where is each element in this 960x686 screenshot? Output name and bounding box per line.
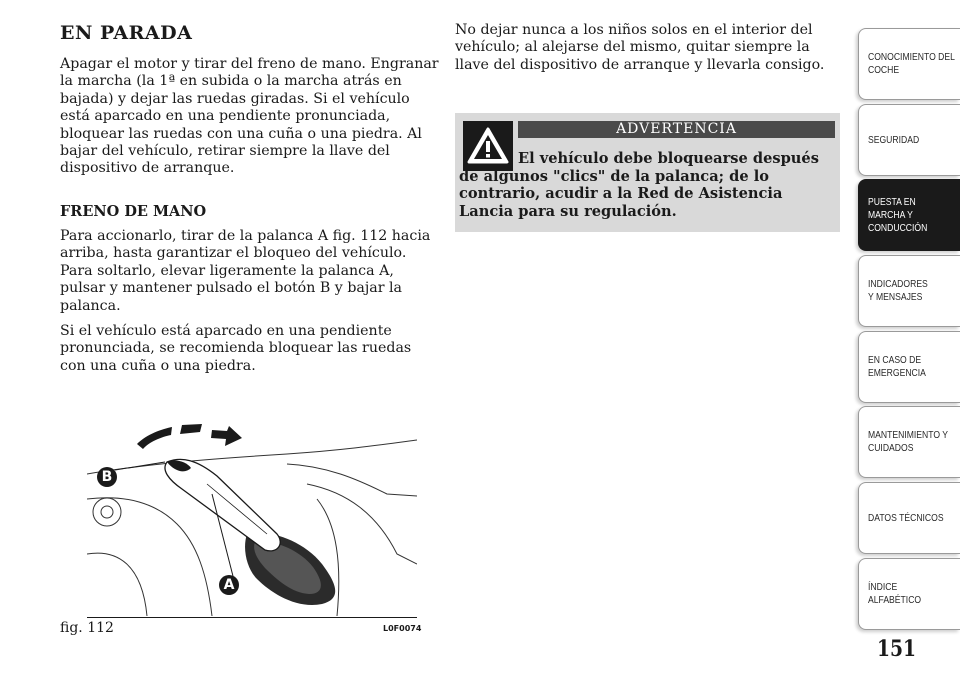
- paragraph-freno-instructions: Para accionarlo, tirar de la palanca A fig. 112 hacia arriba, hasta garantizar el bloqueo del vehículo. Para soltarlo, elevar ligeramente la palanca A, pulsar y mantener pulsado el botón B y bajar la palanca.: [60, 228, 431, 314]
- tab-seguridad[interactable]: SEGURIDAD: [858, 104, 960, 176]
- warning-box: [455, 113, 840, 232]
- warning-text: El vehículo debe bloquearse después de algunos "clics" de la palanca; de lo contrario, acudir a la Red de Asistencia Lancia para su regulación.: [459, 150, 819, 220]
- figure-caption: fig. 112: [60, 620, 114, 636]
- figure-code: L0F0074: [383, 624, 422, 633]
- paragraph-ninos: No dejar nunca a los niños solos en el interior del vehículo; al alejarse del mismo, quitar siempre la llave del dispositivo de arranque y llevarla consigo.: [455, 22, 825, 73]
- handbrake-illustration: [87, 404, 417, 616]
- tab-indicadores-y-mensajes[interactable]: INDICADORES Y MENSAJES: [858, 255, 960, 327]
- tab-indice-alfabetico[interactable]: ÍNDICE ALFABÉTICO: [858, 558, 960, 630]
- paragraph-freno-pendiente: Si el vehículo está aparcado en una pendiente pronunciada, se recomienda bloquear las ruedas con una cuña o una piedra.: [60, 323, 412, 374]
- paragraph-en-parada: Apagar el motor y tirar del freno de mano. Engranar la marcha (la 1ª en subida o la marcha atrás en bajada) y dejar las ruedas giradas. Si el vehículo está aparcado en una pendiente pronunciada, bloquear las ruedas con una cuña o una piedra. Al bajar del vehículo, retirar siempre la llave del dispositivo de arranque.: [60, 56, 439, 177]
- tab-puesta-en-marcha[interactable]: PUESTA EN MARCHA Y CONDUCCIÓN: [858, 179, 960, 251]
- section-heading-freno-de-mano: FRENO DE MANO: [60, 203, 207, 220]
- tab-datos-tecnicos[interactable]: DATOS TÉCNICOS: [858, 482, 960, 554]
- chapter-sidebar: [858, 0, 960, 686]
- figure-rule: [87, 617, 417, 618]
- label-b: B: [101, 469, 113, 485]
- tab-mantenimiento-y-cuidados[interactable]: MANTENIMIENTO Y CUIDADOS: [858, 406, 960, 478]
- tab-en-caso-de-emergencia[interactable]: EN CASO DE EMERGENCIA: [858, 331, 960, 403]
- section-heading-en-parada: EN PARADA: [60, 22, 193, 44]
- warning-title: ADVERTENCIA: [518, 121, 835, 138]
- label-a: A: [223, 577, 235, 593]
- tab-conocimiento-del-coche[interactable]: CONOCIMIENTO DEL COCHE: [858, 28, 960, 100]
- page-number: 151: [877, 636, 917, 662]
